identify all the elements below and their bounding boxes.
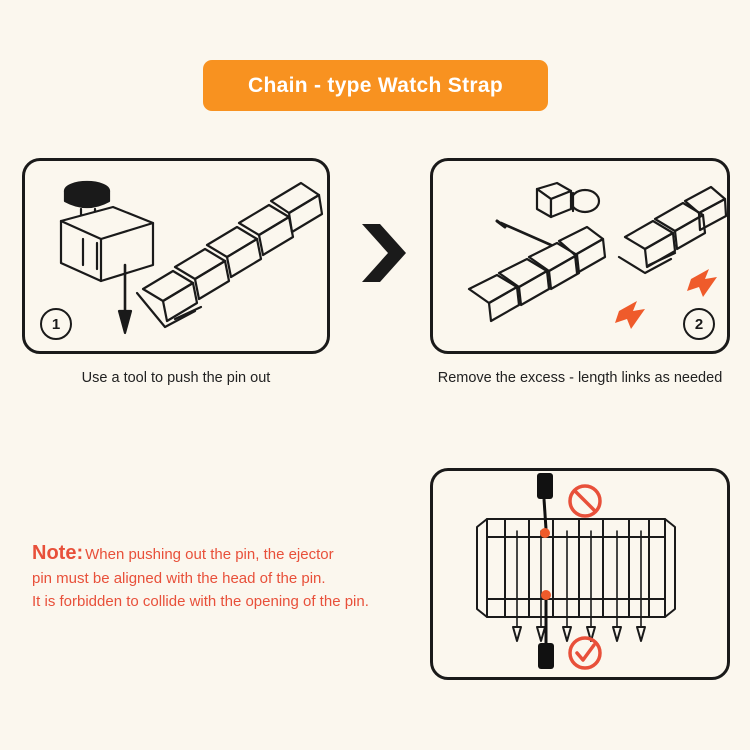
note-line-2: pin must be aligned with the head of the pin. xyxy=(32,570,326,587)
title-banner xyxy=(203,60,548,111)
no-entry-icon xyxy=(570,486,600,516)
note-block xyxy=(32,538,422,613)
check-circle-icon xyxy=(570,638,600,668)
pin-alignment-illustration xyxy=(433,471,727,677)
arrow-right-icon xyxy=(358,222,408,284)
step-1-caption: Use a tool to push the pin out xyxy=(81,370,271,386)
step-2-caption: Remove the excess - length links as needed xyxy=(437,370,723,386)
note-line-1: When pushing out the pin, the ejector xyxy=(85,546,334,563)
note-label: Note: xyxy=(32,542,84,564)
page-title: Chain - type Watch Strap xyxy=(248,73,503,97)
pin-alignment-detail-panel xyxy=(430,468,730,680)
step-2-badge: 2 xyxy=(683,308,715,340)
step-1-badge: 1 xyxy=(40,308,72,340)
note-line-3: It is forbidden to collide with the opening of the pin. xyxy=(32,592,369,610)
